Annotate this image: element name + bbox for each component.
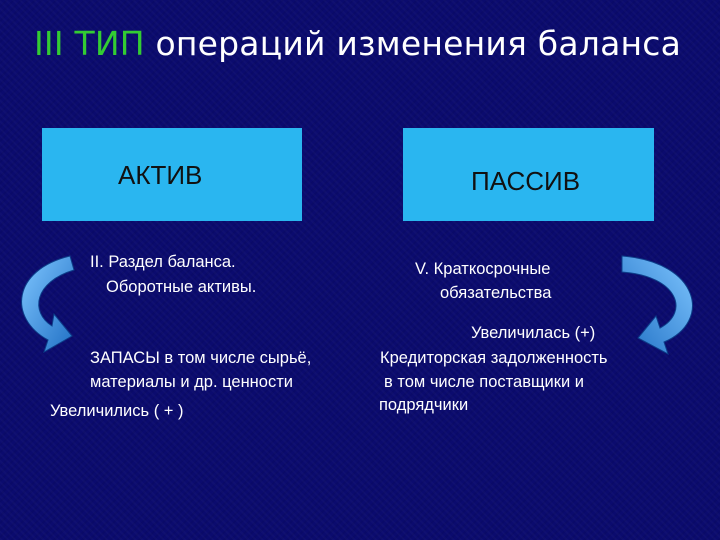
passive-item-line1: Кредиторская задолженность <box>380 349 608 367</box>
passive-box-label: ПАССИВ <box>471 166 581 196</box>
active-item-line1: ЗАПАСЫ в том числе сырьё, <box>90 349 312 367</box>
active-item-line2: материалы и др. ценности <box>90 373 293 391</box>
active-section-line2: Оборотные активы. <box>106 278 257 296</box>
title-roman-numeral: III <box>34 24 64 63</box>
passive-item-line3: подрядчики <box>379 396 469 414</box>
title-rest: операций изменения баланса <box>155 24 682 63</box>
active-box-label: АКТИВ <box>118 160 203 190</box>
title-type-word: ТИП <box>74 24 145 63</box>
active-change: Увеличились ( + ) <box>50 402 184 420</box>
passive-change: Увеличилась (+) <box>471 324 596 342</box>
active-section-line1: II. Раздел баланса. <box>90 253 236 271</box>
passive-item-line2: в том числе поставщики и <box>384 373 584 391</box>
passive-section-line2: обязательства <box>440 284 552 302</box>
passive-section-line1: V. Краткосрочные <box>415 260 551 278</box>
